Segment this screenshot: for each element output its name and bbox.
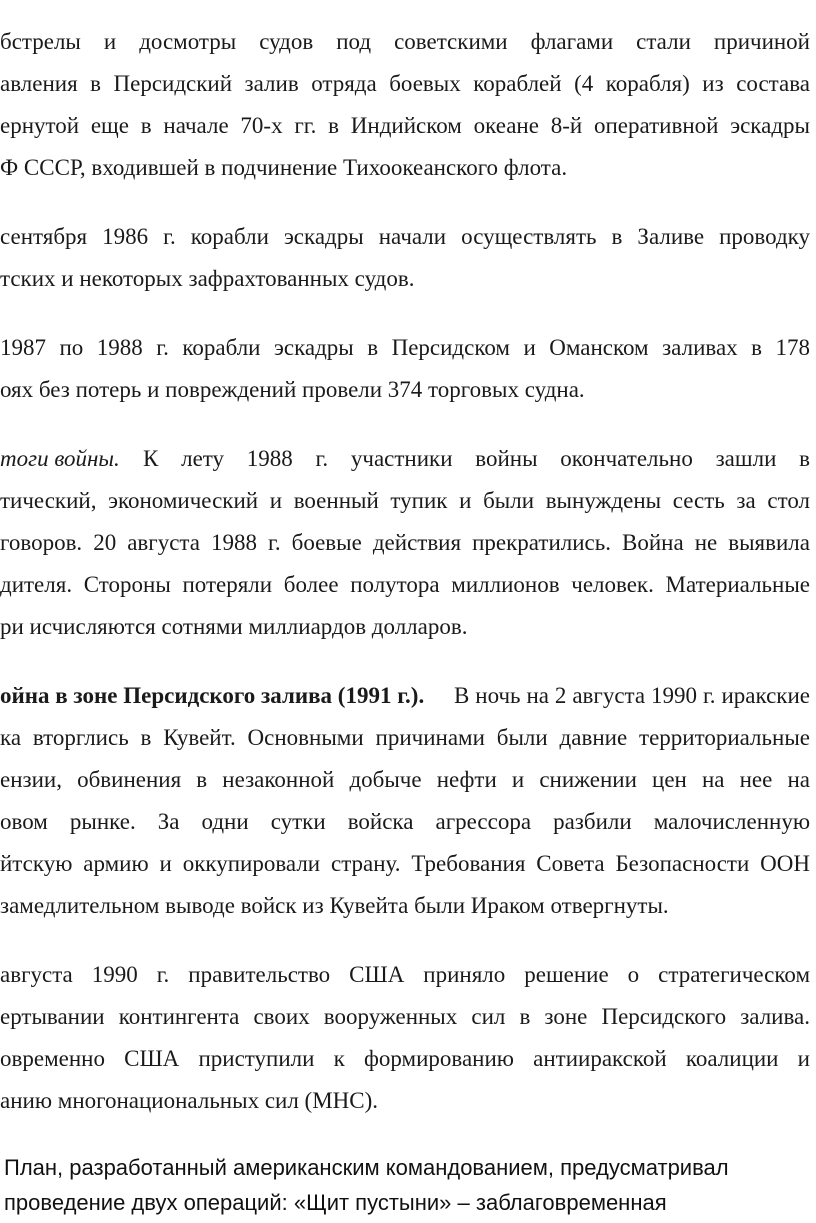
- section-heading-gulf-war: ойна в зоне Персидского залива (1991 г.).: [0, 683, 425, 708]
- paragraph-4-line-2: тический, экономический и военный тупик и были вынуждены сесть за стол: [0, 488, 810, 513]
- paragraph-6-line-3: овременно США приступили к формированию антииракской коалиции и: [0, 1046, 810, 1071]
- paragraph-5-line-3: ензии, обвинения в незаконной добыче нефти и снижении цен на нее на: [0, 767, 810, 792]
- paragraph-1-line-2: авления в Персидский залив отряда боевых кораблей (4 корабля) из состава: [0, 71, 810, 96]
- paragraph-3-line-1: 1987 по 1988 г. корабли эскадры в Персидском и Оманском заливах в 178: [0, 335, 810, 360]
- paragraph-1-line-1: бстрелы и досмотры судов под советскими флагами стали причиной: [0, 29, 810, 54]
- paragraph-7-line-1: План, разработанный американским командованием, предусматривал: [4, 1155, 729, 1180]
- paragraph-6-line-1: августа 1990 г. правительство США приняло решение о стратегическом: [0, 962, 810, 987]
- paragraph-1-line-4: Ф СССР, входившей в подчинение Тихоокеанского флота.: [0, 155, 568, 180]
- paragraph-5-line-6: замедлительном выводе войск из Кувейта были Ираком отвергнуты.: [0, 893, 669, 918]
- paragraph-7-line-2: проведение двух операций: «Щит пустыни» – заблаговременная: [4, 1190, 667, 1215]
- paragraph-5-line-1: В ночь на 2 августа 1990 г. иракские: [454, 683, 810, 708]
- paragraph-4-line-4: дителя. Стороны потеряли более полутора миллионов человек. Материальные: [0, 572, 810, 597]
- paragraph-4-italic-lead: тоги войны.: [0, 446, 120, 471]
- paragraph-1-line-3: ернутой еще в начале 70-х гг. в Индийском океане 8-й оперативной эскадры: [0, 113, 810, 138]
- paragraph-4-line-3: говоров. 20 августа 1988 г. боевые действия прекратились. Война не выявила: [0, 530, 810, 555]
- paragraph-2-line-1: сентября 1986 г. корабли эскадры начали осуществлять в Заливе проводку: [0, 224, 810, 249]
- paragraph-2-line-2: тских и некоторых зафрахтованных судов.: [0, 266, 415, 291]
- paragraph-4-line-5: ри исчисляются сотнями миллиардов долларов.: [0, 614, 468, 639]
- paragraph-6-line-4: анию многонациональных сил (МНС).: [0, 1088, 379, 1113]
- paragraph-5-line-2: ка вторглись в Кувейт. Основными причинами были давние территориальные: [0, 725, 810, 750]
- paragraph-5-line-4: овом рынке. За одни сутки войска агрессора разбили малочисленную: [0, 809, 810, 834]
- paragraph-6-line-2: ертывании контингента своих вооруженных сил в зоне Персидского залива.: [0, 1004, 810, 1029]
- paragraph-4-line-1: К лету 1988 г. участники войны окончательно зашли в: [143, 446, 810, 471]
- paragraph-3-line-2: оях без потерь и повреждений провели 374 торговых судна.: [0, 377, 585, 402]
- paragraph-5-line-5: йтскую армию и оккупировали страну. Требования Совета Безопасности ООН: [0, 851, 810, 876]
